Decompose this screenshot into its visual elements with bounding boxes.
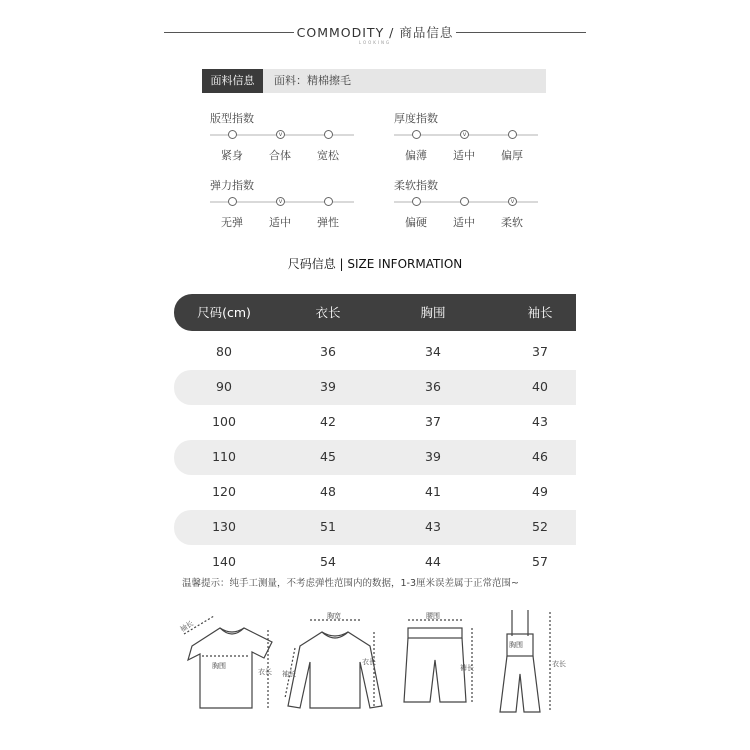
index-option: 弹性 bbox=[317, 216, 339, 229]
index-title: 柔软指数 bbox=[394, 179, 438, 192]
index-option: 适中 bbox=[453, 149, 475, 162]
index-option: 偏硬 bbox=[405, 216, 427, 229]
measurement-diagrams bbox=[160, 598, 580, 720]
size-table-header bbox=[174, 294, 576, 331]
index-dot-selected: v bbox=[460, 130, 469, 139]
table-cell: 110 bbox=[212, 449, 236, 464]
pants-diagram bbox=[404, 620, 472, 702]
table-cell: 43 bbox=[425, 519, 441, 534]
index-dot bbox=[324, 130, 333, 139]
table-cell: 42 bbox=[320, 414, 336, 429]
index-option: 偏厚 bbox=[501, 149, 523, 162]
index-option: 适中 bbox=[453, 216, 475, 229]
table-cell: 80 bbox=[216, 344, 232, 359]
tshirt-diagram bbox=[184, 616, 272, 708]
index-dot bbox=[412, 197, 421, 206]
fabric-bar bbox=[202, 69, 546, 93]
index-option: 无弹 bbox=[221, 216, 243, 229]
table-cell: 40 bbox=[532, 379, 548, 394]
table-cell: 41 bbox=[425, 484, 441, 499]
table-cell: 39 bbox=[320, 379, 336, 394]
index-option: 柔软 bbox=[501, 216, 523, 229]
table-cell: 49 bbox=[532, 484, 548, 499]
header-chest: 胸围 bbox=[420, 305, 446, 320]
fabric-value: 面料：精棉擦毛 bbox=[274, 74, 351, 87]
index-dot bbox=[324, 197, 333, 206]
sweater-length-label: 衣长 bbox=[362, 658, 376, 666]
sweater-chest-label: 胸宽 bbox=[327, 612, 341, 620]
index-title: 厚度指数 bbox=[394, 112, 438, 125]
fabric-label: 面料信息 bbox=[202, 69, 263, 93]
table-cell: 36 bbox=[320, 344, 336, 359]
pants-waist-label: 腰围 bbox=[426, 612, 440, 620]
index-dot bbox=[412, 130, 421, 139]
index-dot-selected: v bbox=[508, 197, 517, 206]
header-title: COMMODITY / 商品信息 bbox=[296, 25, 454, 40]
table-cell: 140 bbox=[212, 554, 236, 569]
table-cell: 52 bbox=[532, 519, 548, 534]
overalls-chest-label: 胸围 bbox=[509, 641, 523, 649]
index-title: 版型指数 bbox=[210, 112, 254, 125]
index-option: 宽松 bbox=[317, 149, 339, 162]
table-cell: 120 bbox=[212, 484, 236, 499]
header-sleeve: 袖长 bbox=[527, 305, 553, 320]
sweater-sleeve-label: 袖长 bbox=[282, 670, 296, 678]
table-cell: 36 bbox=[425, 379, 441, 394]
table-cell: 37 bbox=[425, 414, 441, 429]
table-cell: 34 bbox=[425, 344, 441, 359]
index-option: 合体 bbox=[269, 149, 291, 162]
tshirt-chest-label: 胸围 bbox=[212, 662, 226, 670]
index-dot bbox=[460, 197, 469, 206]
table-cell: 43 bbox=[532, 414, 548, 429]
table-cell: 37 bbox=[532, 344, 548, 359]
index-dot-selected: v bbox=[276, 130, 285, 139]
index-dot bbox=[228, 130, 237, 139]
index-option: 偏薄 bbox=[405, 149, 427, 162]
size-title: 尺码信息 | SIZE INFORMATION bbox=[287, 257, 463, 271]
table-cell: 130 bbox=[212, 519, 236, 534]
header-length: 衣长 bbox=[315, 305, 341, 320]
table-cell: 48 bbox=[320, 484, 336, 499]
overalls-diagram bbox=[500, 610, 550, 712]
pants-length-label: 裤长 bbox=[460, 664, 474, 672]
tshirt-length-label: 衣长 bbox=[258, 668, 272, 676]
measure-note: 温馨提示：纯手工测量，不考虑弹性范围内的数据，1-3厘米误差属于正常范围~ bbox=[182, 578, 519, 589]
index-option: 适中 bbox=[269, 216, 291, 229]
header-subtitle: LOOKING bbox=[358, 40, 392, 45]
table-cell: 54 bbox=[320, 554, 336, 569]
tshirt-sleeve-label: 袖长 bbox=[178, 619, 195, 634]
index-title: 弹力指数 bbox=[210, 179, 254, 192]
table-cell: 44 bbox=[425, 554, 441, 569]
index-dot bbox=[508, 130, 517, 139]
header-size: 尺码(cm) bbox=[197, 305, 251, 320]
index-dot bbox=[228, 197, 237, 206]
table-cell: 45 bbox=[320, 449, 336, 464]
overalls-length-label: 衣长 bbox=[552, 660, 566, 668]
index-dot-selected: v bbox=[276, 197, 285, 206]
table-cell: 100 bbox=[212, 414, 236, 429]
table-cell: 57 bbox=[532, 554, 548, 569]
index-option: 紧身 bbox=[221, 149, 243, 162]
table-cell: 90 bbox=[216, 379, 232, 394]
table-cell: 46 bbox=[532, 449, 548, 464]
table-cell: 51 bbox=[320, 519, 336, 534]
table-cell: 39 bbox=[425, 449, 441, 464]
